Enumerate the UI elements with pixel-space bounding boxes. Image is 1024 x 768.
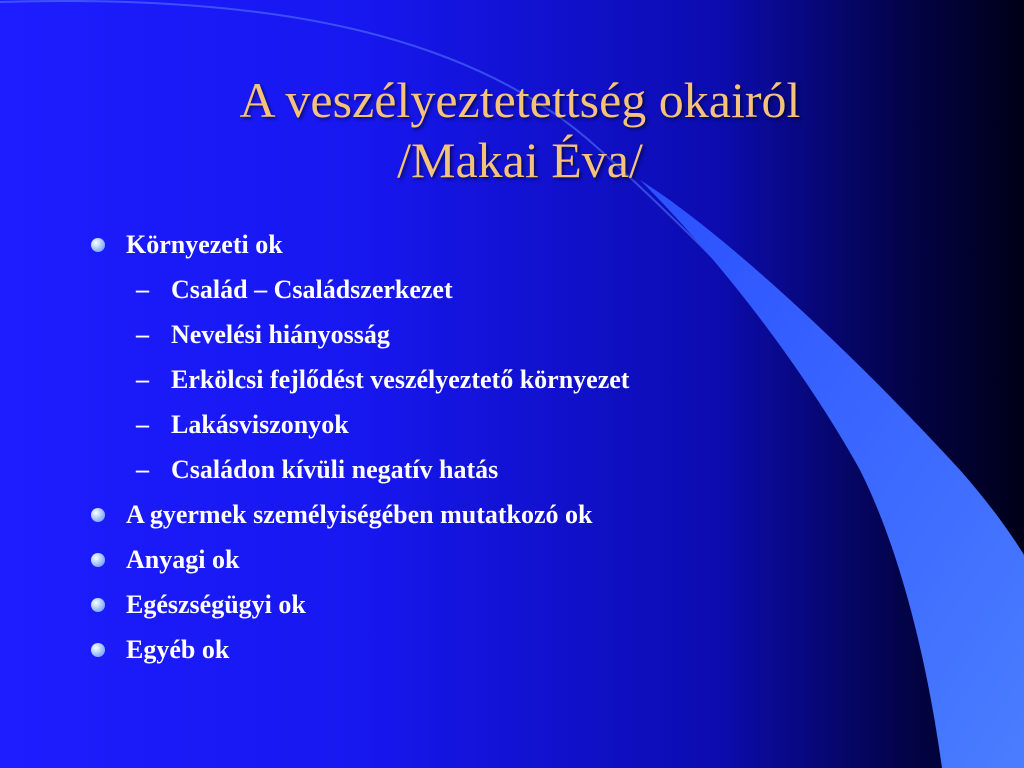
- bullet-item: [90, 540, 850, 585]
- dash-icon: –: [136, 320, 149, 349]
- sub-bullet-item: [90, 360, 850, 405]
- bullet-text: A gyermek személyiségében mutatkozó ok: [126, 500, 593, 529]
- bullet-item: [90, 495, 850, 540]
- sub-bullet-text: Erkölcsi fejlődést veszélyeztető környezet: [171, 365, 630, 394]
- dash-icon: –: [136, 275, 149, 304]
- dash-icon: –: [136, 455, 149, 484]
- bullet-text: Egyéb ok: [126, 635, 230, 664]
- sub-bullet-text: Család – Családszerkezet: [171, 275, 453, 304]
- bullet-text: Környezeti ok: [126, 230, 283, 259]
- slide-title: [60, 70, 980, 190]
- bullet-dot-icon: [91, 508, 105, 522]
- bullet-text: Anyagi ok: [126, 545, 240, 574]
- dash-icon: –: [136, 410, 149, 439]
- sub-bullet-text: Lakásviszonyok: [171, 410, 349, 439]
- sub-bullet-item: [90, 405, 850, 450]
- sub-bullet-text: Családon kívüli negatív hatás: [171, 455, 499, 484]
- bullet-text: Egészségügyi ok: [126, 590, 306, 619]
- sub-bullet-text: Nevelési hiányosság: [171, 320, 390, 349]
- title-line-1: A veszélyeztetettség okairól: [239, 72, 801, 128]
- bullet-item: [90, 630, 850, 675]
- bullet-dot-icon: [91, 238, 105, 252]
- sub-bullet-item: [90, 315, 850, 360]
- sub-bullet-item: [90, 450, 850, 495]
- sub-bullet-item: [90, 270, 850, 315]
- bullet-dot-icon: [91, 598, 105, 612]
- dash-icon: –: [136, 365, 149, 394]
- bullet-dot-icon: [91, 553, 105, 567]
- bullet-item: [90, 585, 850, 630]
- bullet-list: [90, 225, 850, 675]
- title-line-2: /Makai Éva/: [397, 132, 643, 188]
- bullet-item: [90, 225, 850, 270]
- bullet-dot-icon: [91, 643, 105, 657]
